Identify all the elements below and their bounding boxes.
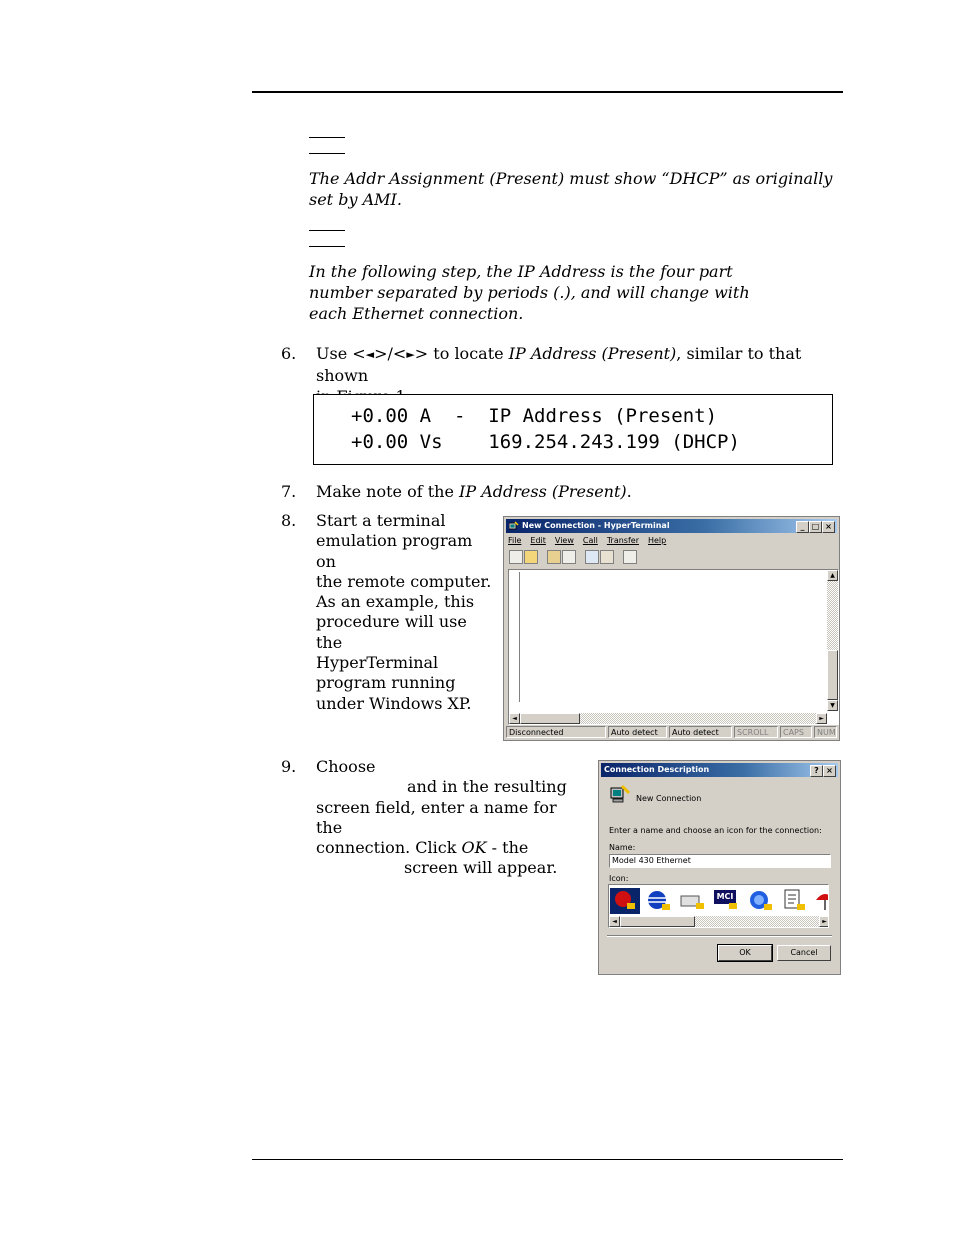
maximize-button[interactable]: □ — [809, 521, 822, 533]
icon-scroll-thumb[interactable] — [620, 916, 695, 927]
hyperterminal-icon — [509, 521, 519, 531]
status-detect: Auto detect — [669, 726, 732, 738]
step-6-rest: , similar to that shown — [316, 344, 802, 386]
step-9-ok: OK — [461, 838, 487, 858]
lcd-line-1: +0.00 A - IP Address (Present) — [351, 405, 718, 427]
mci-icon[interactable] — [712, 888, 742, 914]
step-number: 9. — [281, 757, 297, 776]
menu-help[interactable]: Help — [647, 536, 667, 545]
step-6-after: > to locate — [414, 344, 509, 363]
close-button[interactable]: × — [822, 521, 835, 533]
step-number: 7. — [281, 482, 297, 501]
hyperterminal-title: New Connection - HyperTerminal — [522, 521, 670, 530]
dialog-titlebar — [601, 763, 838, 777]
menu-file[interactable]: File — [508, 536, 522, 545]
properties-icon[interactable] — [623, 550, 637, 564]
menu-edit[interactable]: Edit — [530, 536, 546, 545]
fax-icon[interactable] — [678, 888, 708, 914]
step-6-use: Use < — [316, 344, 366, 363]
terminal-area[interactable] — [508, 569, 839, 725]
step-number: 6. — [281, 344, 297, 363]
step-9-line — [316, 838, 586, 858]
horizontal-scroll-thumb[interactable] — [520, 713, 580, 724]
header-rule — [252, 91, 843, 93]
step-7-lead: Make note of the — [316, 482, 460, 501]
cancel-button[interactable]: Cancel — [777, 945, 831, 961]
left-arrow-icon: ◄ — [365, 348, 375, 361]
step-number: 8. — [281, 511, 297, 530]
receive-icon[interactable] — [600, 550, 614, 564]
close-button[interactable]: × — [823, 765, 836, 777]
status-caps: CAPS — [780, 726, 812, 738]
step-6-em: IP Address (Present) — [508, 344, 677, 363]
step-7-text — [316, 482, 632, 502]
hyperterminal-titlebar — [506, 519, 837, 533]
footer-rule — [252, 1159, 843, 1160]
icon-picker[interactable] — [608, 884, 829, 928]
icon-scroll-right-icon[interactable]: ► — [819, 916, 829, 927]
note-rule — [309, 137, 345, 138]
step-8-line: program running — [316, 673, 456, 693]
step-9-line: and in the resulting — [407, 777, 567, 797]
step-6-mid: >/< — [374, 344, 407, 363]
hyperterminal-statusbar — [506, 726, 837, 738]
disconnect-icon[interactable] — [562, 550, 576, 564]
help-button[interactable]: ? — [810, 765, 823, 777]
new-file-icon[interactable] — [509, 550, 523, 564]
step-8-line: As an example, this — [316, 592, 475, 612]
step-9-the: - the — [486, 838, 529, 858]
scroll-right-icon[interactable]: ► — [816, 713, 827, 724]
scroll-up-icon[interactable]: ▲ — [827, 570, 838, 581]
step-7-em: IP Address (Present) — [459, 482, 627, 501]
connection-description-dialog — [598, 760, 841, 975]
step-8-text — [316, 511, 496, 714]
menu-view[interactable]: View — [554, 536, 574, 545]
ok-button[interactable]: OK — [718, 945, 772, 961]
step-9-click: connection. Click — [316, 838, 462, 858]
dialog-separator — [607, 935, 832, 937]
status-scroll: SCROLL — [734, 726, 778, 738]
status-connection: Disconnected — [506, 726, 606, 738]
dialog-prompt: Enter a name and choose an icon for the connection: — [609, 826, 822, 835]
note-rule — [309, 246, 345, 247]
name-label: Name: — [609, 843, 636, 852]
name-input[interactable]: Model 430 Ethernet — [609, 854, 831, 868]
icon-label: Icon: — [609, 874, 629, 883]
lcd-display — [313, 394, 833, 465]
note-rule — [309, 230, 345, 231]
step-9-line: screen field, enter a name for the — [316, 797, 557, 837]
send-icon[interactable] — [585, 550, 599, 564]
note-addr-assignment: The Addr Assignment (Present) must show “DHCP” as originally set by AMI. — [309, 169, 833, 209]
vertical-scroll-thumb[interactable] — [827, 650, 838, 700]
menu-call[interactable]: Call — [582, 536, 598, 545]
open-folder-icon[interactable] — [524, 550, 538, 564]
step-8-line: Start a terminal — [316, 511, 446, 530]
step-9-line: screen will appear. — [404, 858, 558, 878]
globe-icon[interactable] — [644, 888, 674, 914]
status-detect: Auto detect — [608, 726, 667, 738]
menu-transfer[interactable]: Transfer — [606, 536, 639, 545]
step-8-line: procedure will use the — [316, 612, 467, 652]
step-8-line: the remote computer. — [316, 571, 492, 591]
hyperterminal-menubar — [508, 534, 675, 547]
step-8-line: HyperTerminal — [316, 653, 439, 673]
status-num: NUM — [814, 726, 837, 738]
terminal-margin — [511, 572, 520, 702]
note-ip-address: In the following step, the IP Address is the four part number separated by periods (.), and will change with each Ethernet connection. — [309, 262, 750, 323]
step-8-line: emulation program on — [316, 531, 473, 571]
umbrella-icon[interactable] — [812, 888, 829, 914]
document-phone-icon[interactable] — [780, 888, 810, 914]
step-7-end: . — [626, 482, 632, 501]
dialog-title: Connection Description — [604, 765, 710, 774]
note-rule — [309, 153, 345, 154]
mci-icon-label: MCI — [714, 890, 736, 904]
step-9-text — [316, 757, 586, 879]
att-globe-icon[interactable] — [746, 888, 776, 914]
step-8-line: under Windows XP. — [316, 693, 472, 713]
icon-scroll-left-icon[interactable]: ◄ — [609, 916, 620, 927]
minimize-button[interactable]: _ — [796, 521, 809, 533]
scroll-left-icon[interactable]: ◄ — [509, 713, 520, 724]
dialog-heading: New Connection — [636, 794, 702, 803]
phone-computer-icon — [609, 783, 631, 805]
right-arrow-icon: ► — [406, 348, 415, 361]
scroll-down-icon[interactable]: ▼ — [827, 700, 838, 711]
hyperterminal-window — [503, 516, 840, 741]
lcd-line-2: +0.00 Vs 169.254.243.199 (DHCP) — [351, 431, 740, 453]
red-phone-icon[interactable] — [610, 888, 640, 914]
connect-icon[interactable] — [547, 550, 561, 564]
step-9-line: Choose — [316, 757, 376, 776]
